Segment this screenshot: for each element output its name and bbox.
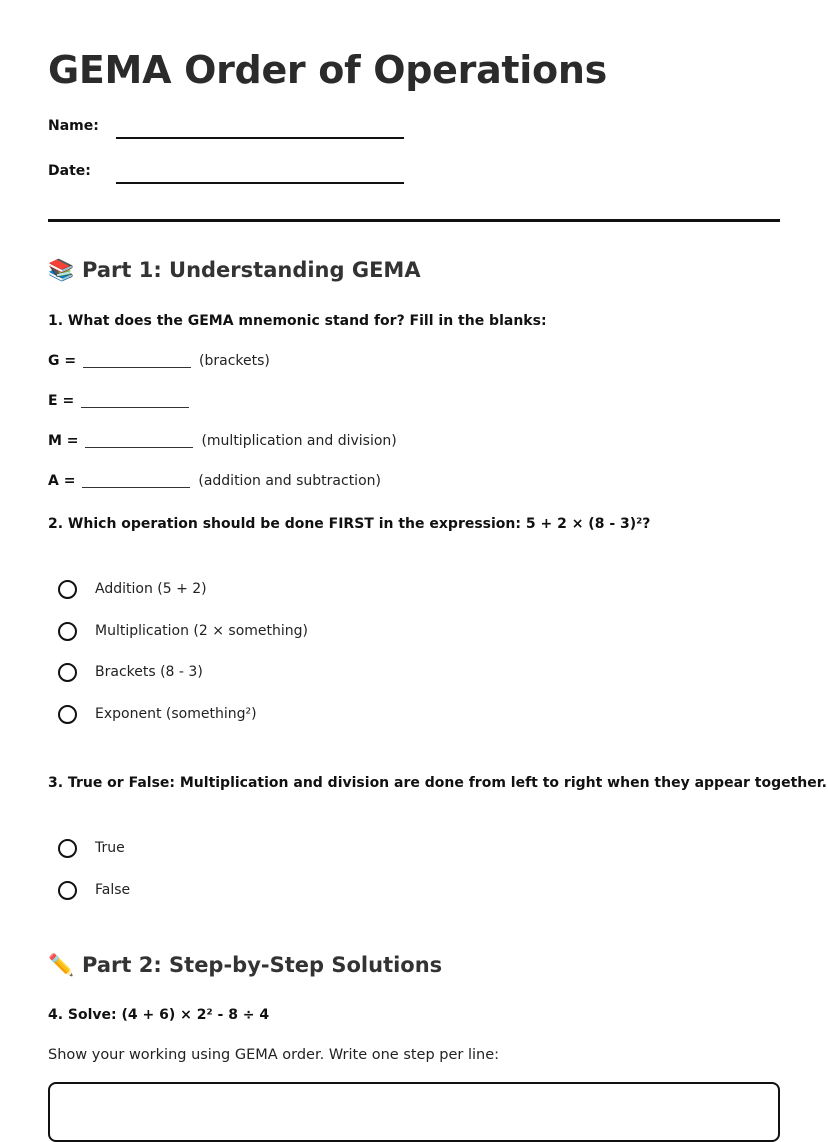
- blank-hint: (multiplication and division): [201, 433, 397, 449]
- part1-heading-text: Part 1: Understanding GEMA: [82, 258, 421, 282]
- fill-blank[interactable]: [81, 393, 189, 408]
- radio-button[interactable]: [58, 839, 77, 858]
- question-2: 2. Which operation should be done FIRST in the expression: 5 + 2 × (8 - 3)²?: [48, 516, 651, 532]
- question-4: 4. Solve: (4 + 6) × 2² - 8 ÷ 4: [48, 1007, 270, 1023]
- part2-heading-text: Part 2: Step-by-Step Solutions: [82, 953, 443, 977]
- option-label: False: [95, 882, 131, 898]
- part2-heading: [48, 953, 442, 978]
- books-icon: 📚: [48, 258, 75, 282]
- radio-button[interactable]: [58, 580, 77, 599]
- option-label: Exponent (something²): [95, 706, 257, 722]
- worksheet-page: [48, 0, 827, 1118]
- blank-letter: G =: [48, 353, 77, 369]
- blank-row-a: [48, 473, 381, 489]
- blank-letter: A =: [48, 473, 76, 489]
- question-3: 3. True or False: Multiplication and division are done from left to right when they appear together.: [48, 775, 827, 791]
- question-1: 1. What does the GEMA mnemonic stand for? Fill in the blanks:: [48, 313, 547, 329]
- blank-hint: (brackets): [199, 353, 270, 369]
- blank-row-g: [48, 353, 270, 369]
- working-answer-box[interactable]: [48, 1082, 780, 1142]
- blank-row-e: [48, 393, 193, 409]
- radio-button[interactable]: [58, 705, 77, 724]
- name-field: [48, 118, 448, 148]
- option-label: True: [95, 840, 125, 856]
- blank-hint: (addition and subtraction): [198, 473, 381, 489]
- fill-blank[interactable]: [83, 353, 191, 368]
- date-input-line[interactable]: [116, 182, 404, 184]
- working-instruction: Show your working using GEMA order. Write one step per line:: [48, 1047, 500, 1063]
- fill-blank[interactable]: [82, 473, 190, 488]
- radio-button[interactable]: [58, 622, 77, 641]
- fill-blank[interactable]: [85, 433, 193, 448]
- date-field: [48, 163, 448, 193]
- radio-button[interactable]: [58, 881, 77, 900]
- pencil-icon: ✏️: [48, 953, 75, 977]
- option-label: Addition (5 + 2): [95, 581, 207, 597]
- blank-row-m: [48, 433, 397, 449]
- blank-letter: E =: [48, 393, 75, 409]
- name-label: Name:: [48, 118, 99, 134]
- radio-button[interactable]: [58, 663, 77, 682]
- part1-heading: [48, 258, 421, 283]
- header-divider: [48, 219, 780, 222]
- blank-letter: M =: [48, 433, 79, 449]
- option-label: Brackets (8 - 3): [95, 664, 203, 680]
- name-input-line[interactable]: [116, 137, 404, 139]
- date-label: Date:: [48, 163, 91, 179]
- page-title: GEMA Order of Operations: [48, 48, 607, 92]
- option-label: Multiplication (2 × something): [95, 623, 309, 639]
